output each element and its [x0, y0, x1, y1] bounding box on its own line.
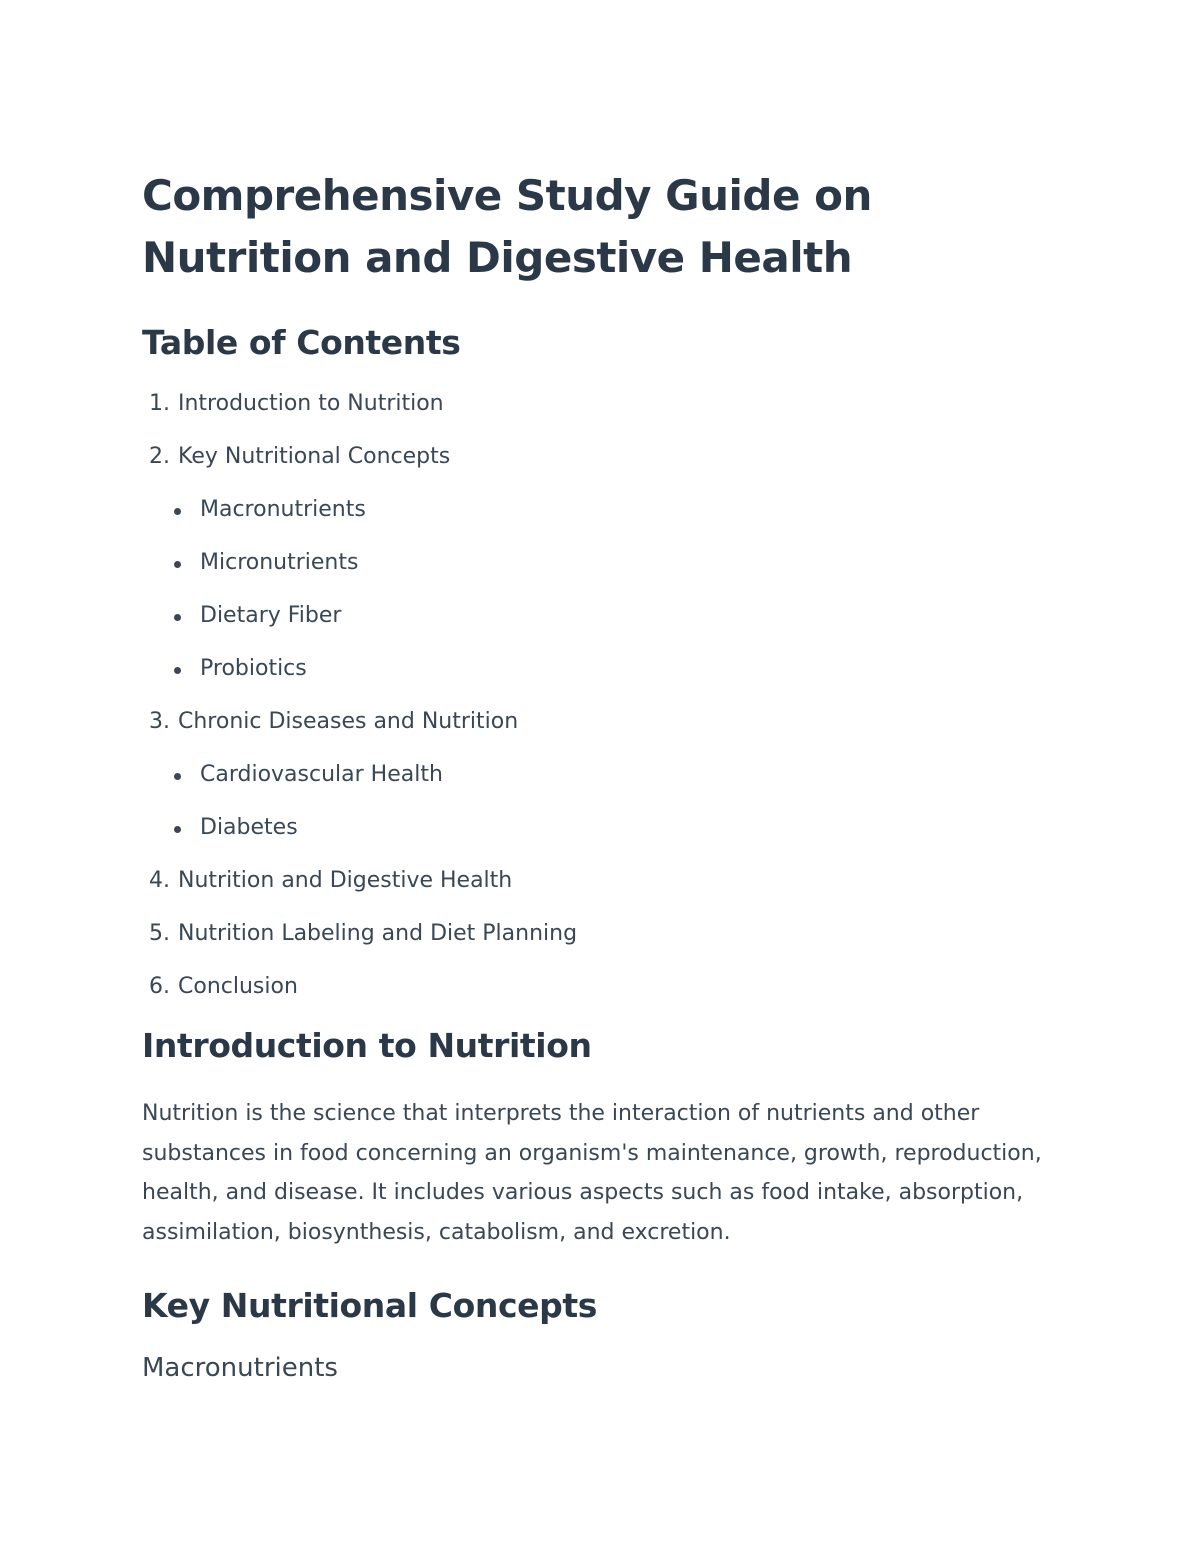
bullet-icon — [174, 614, 181, 621]
bullet-icon — [174, 508, 181, 515]
toc-subitem-label: Dietary Fiber — [200, 603, 342, 628]
toc-subitem — [142, 550, 1082, 576]
toc-subitem — [142, 815, 1082, 841]
toc-subitem — [142, 762, 1082, 788]
toc-item-label: Key Nutritional Concepts — [178, 444, 451, 469]
toc-item — [142, 709, 1082, 841]
toc-subitem-label: Cardiovascular Health — [200, 762, 443, 787]
toc-heading: Table of Contents — [142, 323, 461, 362]
subsection-heading-macronutrients: Macronutrients — [142, 1353, 338, 1383]
toc-item — [142, 974, 1082, 1000]
toc-item-number: 6. — [149, 974, 170, 999]
section-heading-key-concepts: Key Nutritional Concepts — [142, 1286, 597, 1325]
toc-item-label: Nutrition Labeling and Diet Planning — [178, 921, 578, 946]
document-page — [142, 165, 1082, 1386]
toc-item — [142, 444, 1082, 682]
document-title: Comprehensive Study Guide on Nutrition and Digestive Health — [142, 171, 872, 282]
toc-subitem — [142, 603, 1082, 629]
bullet-icon — [174, 667, 181, 674]
introduction-paragraph: Nutrition is the science that interprets the interaction of nutrients and other substances in food concerning an organism's maintenance, growth, reproduction, health, and disease. It includes various aspects such as food intake, absorption, assimilation, biosynthesis, catabolism, and excretion. — [142, 1101, 1042, 1245]
toc-item-number: 3. — [149, 709, 170, 734]
toc-item-label: Chronic Diseases and Nutrition — [178, 709, 519, 734]
toc-item — [142, 391, 1082, 417]
toc-item-number: 1. — [149, 391, 170, 416]
bullet-icon — [174, 773, 181, 780]
toc-subitem — [142, 656, 1082, 682]
bullet-icon — [174, 826, 181, 833]
toc-subitem-label: Macronutrients — [200, 497, 366, 522]
toc-sublist — [142, 762, 1082, 841]
toc-subitem — [142, 497, 1082, 523]
toc-item-label: Nutrition and Digestive Health — [178, 868, 513, 893]
toc-item — [142, 868, 1082, 894]
toc-item-label: Introduction to Nutrition — [178, 391, 444, 416]
toc-subitem-label: Probiotics — [200, 656, 307, 681]
toc-item-label: Conclusion — [178, 974, 298, 999]
table-of-contents — [142, 391, 1082, 1000]
section-heading-introduction: Introduction to Nutrition — [142, 1026, 592, 1065]
toc-sublist — [142, 497, 1082, 682]
toc-item-number: 5. — [149, 921, 170, 946]
toc-item — [142, 921, 1082, 947]
toc-subitem-label: Micronutrients — [200, 550, 359, 575]
toc-item-number: 2. — [149, 444, 170, 469]
toc-subitem-label: Diabetes — [200, 815, 298, 840]
bullet-icon — [174, 561, 181, 568]
toc-item-number: 4. — [149, 868, 170, 893]
